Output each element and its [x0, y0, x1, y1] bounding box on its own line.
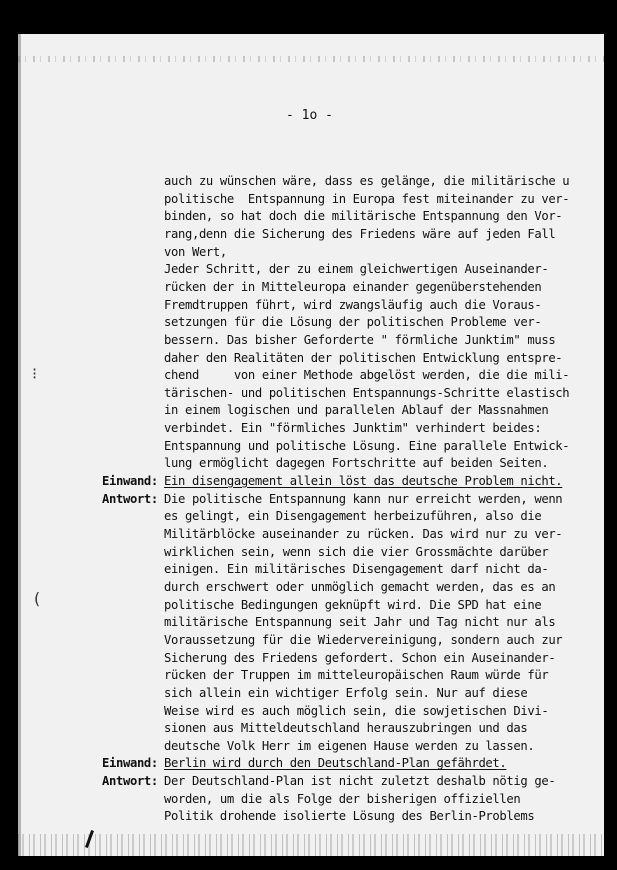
- objection-label: Einwand:: [102, 756, 158, 771]
- body-line: in einem logischen und parallelen Ablauf der Massnahmen: [164, 403, 549, 418]
- answer-line: wirklichen sein, wenn sich die vier Grossmächte darüber: [164, 544, 549, 559]
- answer-line: rücken der Truppen im mitteleuropäischen Raum würde für: [164, 668, 549, 683]
- body-line: Jeder Schritt, der zu einem gleichwertigen Auseinander-: [164, 262, 549, 277]
- answer-line: Sicherung des Friedens gefordert. Schon ein Auseinander-: [164, 650, 556, 665]
- margin-mark: ⁝: [32, 364, 38, 383]
- scan-noise-top: [18, 56, 604, 62]
- margin-parenthesis: (: [32, 589, 42, 608]
- answer-line: durch erschwert oder unmöglich gemacht werden, das es an: [164, 579, 556, 594]
- body-line: Fremdtruppen führt, wird zwangsläufig auch die Voraus-: [164, 297, 542, 312]
- body-line: verbindet. Ein "förmliches Junktim" verhindert beides:: [164, 421, 542, 436]
- document-page: [18, 34, 604, 856]
- answer-line: es gelingt, ein Disengagement herbeizuführen, also die: [164, 509, 542, 524]
- scan-noise-bottom: [18, 834, 604, 856]
- body-line: rang,denn die Sicherung des Friedens wäre auf jeden Fall: [164, 226, 556, 241]
- answer-line: politische Bedingungen geknüpft wird. Die SPD hat eine: [164, 597, 542, 612]
- answer-line: deutsche Volk Herr im eigenen Hause werden zu lassen.: [164, 738, 535, 753]
- answer-line: Die politische Entspannung kann nur erreicht werden, wenn: [164, 491, 563, 506]
- body-line: chend von einer Methode abgelöst werden, die die mili-: [164, 368, 570, 383]
- answer-line: militärische Entspannung seit Jahr und Tag nicht nur als: [164, 615, 556, 630]
- objection-text: Berlin wird durch den Deutschland-Plan gefährdet.: [164, 756, 507, 771]
- objection-text: Ein disengagement allein löst das deutsche Problem nicht.: [164, 474, 563, 489]
- body-line: tärischen- und politischen Entspannungs-Schritte elastisch: [164, 385, 570, 400]
- objection-label: Einwand:: [102, 474, 158, 489]
- answer-label: Antwort:: [102, 774, 158, 789]
- answer-line: Politik drohende isolierte Lösung des Berlin-Problems: [164, 809, 535, 824]
- answer-line: worden, um die als Folge der bisherigen offiziellen: [164, 791, 521, 806]
- body-line: bessern. Das bisher Geforderte " förmliche Junktim" muss: [164, 332, 556, 347]
- body-line: setzungen für die Lösung der politischen Probleme ver-: [164, 315, 542, 330]
- body-line: rücken der in Mitteleuropa einander gegenüberstehenden: [164, 279, 542, 294]
- answer-line: Weise wird es auch möglich sein, die sowjetischen Divi-: [164, 703, 549, 718]
- answer-line: Voraussetzung für die Wiedervereinigung, sondern auch zur: [164, 632, 563, 647]
- answer-line: sich allein ein wichtiger Erfolg sein. Nur auf diese: [164, 685, 528, 700]
- answer-line: Militärblöcke auseinander zu rücken. Das wird nur zu ver-: [164, 527, 563, 541]
- answer-label: Antwort:: [102, 491, 158, 506]
- body-line: Entspannung und politische Lösung. Eine parallele Entwick-: [164, 438, 570, 453]
- page-number: - 1o -: [286, 108, 333, 123]
- body-line: politische Entspannung in Europa fest miteinander zu ver-: [164, 191, 570, 206]
- body-line: lung ermöglicht dagegen Fortschritte auf beiden Seiten.: [164, 456, 549, 471]
- page-edge-shadow: [18, 34, 21, 856]
- body-line: binden, so hat doch die militärische Entspannung den Vor-: [164, 209, 563, 224]
- body-line: auch zu wünschen wäre, dass es gelänge, die militärische u: [164, 174, 570, 188]
- answer-line: sionen aus Mitteldeutschland herauszubringen und das: [164, 721, 528, 736]
- body-line: von Wert,: [164, 244, 227, 259]
- body-line: daher den Realitäten der politischen Entwicklung entspre-: [164, 350, 563, 365]
- answer-line: Der Deutschland-Plan ist nicht zuletzt deshalb nötig ge-: [164, 774, 556, 789]
- answer-line: einigen. Ein militärisches Disengagement darf nicht da-: [164, 562, 549, 577]
